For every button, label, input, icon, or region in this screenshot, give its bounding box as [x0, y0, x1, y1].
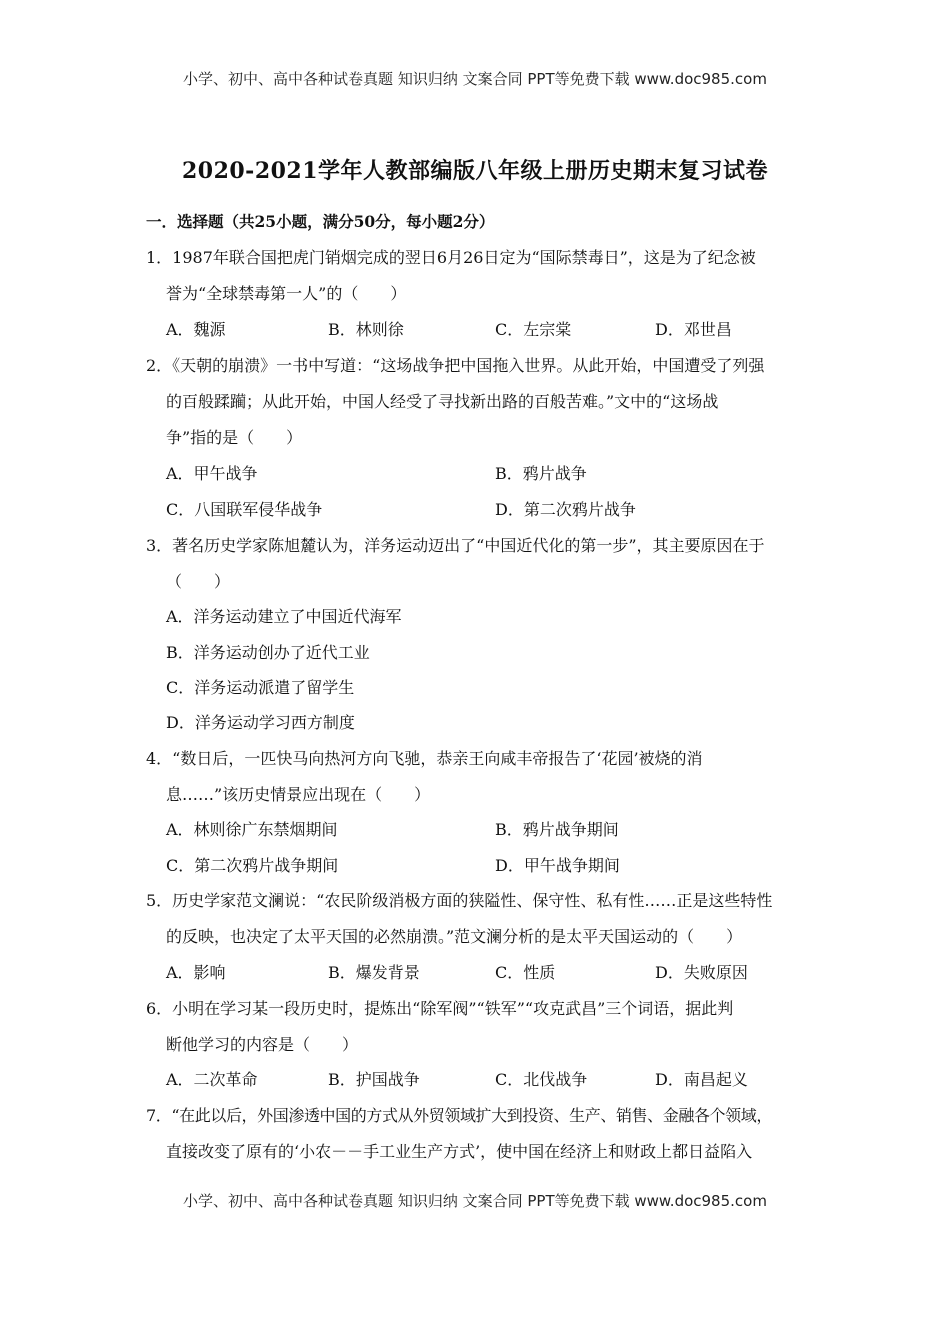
- question-5-option-d: D．失败原因: [655, 963, 748, 982]
- question-4-option-d: D．甲午战争期间: [495, 856, 620, 875]
- question-1-line-1: 1．1987年联合国把虎门销烟完成的翌日6月26日定为“国际禁毒日”，这是为了纪念被: [146, 248, 756, 267]
- page-title: 2020-2021学年人教部编版八年级上册历史期末复习试卷: [181, 158, 769, 184]
- question-4-line-1: 4．“数日后，一匹快马向热河方向飞驰，恭亲王向咸丰帝报告了‘花园’被烧的消: [146, 749, 703, 768]
- question-3-option-d: D．洋务运动学习西方制度: [166, 713, 355, 732]
- header-banner: 小学、初中、高中各种试卷真题 知识归纳 文案合同 PPT等免费下载 www.doc985.com: [183, 70, 767, 88]
- question-5-option-c: C．性质: [495, 963, 556, 982]
- question-2-option-d: D．第二次鸦片战争: [495, 500, 636, 519]
- question-7-line-1: 7．“在此以后，外国渗透中国的方式从外贸领域扩大到投资、生产、销售、金融各个领域，: [146, 1106, 772, 1125]
- question-6-option-d: D．南昌起义: [655, 1070, 748, 1089]
- question-6-line-2: 断他学习的内容是（ ）: [166, 1035, 359, 1054]
- question-2-line-2: 的百般蹂躏；从此开始，中国人经受了寻找新出路的百般苦难。”文中的“这场战: [166, 392, 719, 411]
- question-3-line-2: （ ）: [166, 572, 231, 591]
- question-3-option-c: C．洋务运动派遣了留学生: [166, 678, 355, 697]
- question-6-option-b: B．护国战争: [328, 1070, 420, 1089]
- question-5-option-b: B．爆发背景: [328, 963, 420, 982]
- question-1-option-c: C．左宗棠: [495, 320, 572, 339]
- question-1-option-a: A．魏源: [166, 320, 226, 339]
- question-4-option-c: C．第二次鸦片战争期间: [166, 856, 339, 875]
- question-5-line-2: 的反映，也决定了太平天国的必然崩溃。”范文澜分析的是太平天国运动的（ ）: [166, 927, 743, 946]
- question-1-option-b: B．林则徐: [328, 320, 404, 339]
- question-1-line-2: 誉为“全球禁毒第一人”的（ ）: [166, 284, 407, 303]
- question-6-line-1: 6．小明在学习某一段历史时，提炼出“除军阀”“铁军”“攻克武昌”三个词语，据此判: [146, 999, 734, 1018]
- question-4-line-2: 息……”该历史情景应出现在（ ）: [166, 785, 431, 804]
- question-3-option-b: B．洋务运动创办了近代工业: [166, 643, 370, 662]
- section-heading: 一．选择题（共25小题，满分50分，每小题2分）: [146, 212, 495, 231]
- question-5-option-a: A．影响: [166, 963, 226, 982]
- question-7-line-2: 直接改变了原有的‘小农－－手工业生产方式’，使中国在经济上和财政上都日益陷入: [166, 1142, 753, 1161]
- question-3-line-1: 3．著名历史学家陈旭麓认为，洋务运动迈出了“中国近代化的第一步”，其主要原因在于: [146, 536, 765, 555]
- question-2-option-c: C．八国联军侵华战争: [166, 500, 323, 519]
- question-5-line-1: 5．历史学家范文澜说：“农民阶级消极方面的狭隘性、保守性、私有性……正是这些特性: [146, 891, 773, 910]
- question-6-option-a: A．二次革命: [166, 1070, 258, 1089]
- question-2-option-a: A．甲午战争: [166, 464, 258, 483]
- question-4-option-b: B．鸦片战争期间: [495, 820, 619, 839]
- footer-banner: 小学、初中、高中各种试卷真题 知识归纳 文案合同 PPT等免费下载 www.doc985.com: [183, 1192, 767, 1210]
- question-4-option-a: A．林则徐广东禁烟期间: [166, 820, 338, 839]
- question-3-option-a: A．洋务运动建立了中国近代海军: [166, 607, 402, 626]
- question-2-line-3: 争”指的是（ ）: [166, 428, 303, 447]
- question-6-option-c: C．北伐战争: [495, 1070, 588, 1089]
- question-2-line-1: 2．《天朝的崩溃》一书中写道：“这场战争把中国拖入世界。从此开始，中国遭受了列强: [146, 356, 765, 375]
- question-2-option-b: B．鸦片战争: [495, 464, 587, 483]
- question-1-option-d: D．邓世昌: [655, 320, 732, 339]
